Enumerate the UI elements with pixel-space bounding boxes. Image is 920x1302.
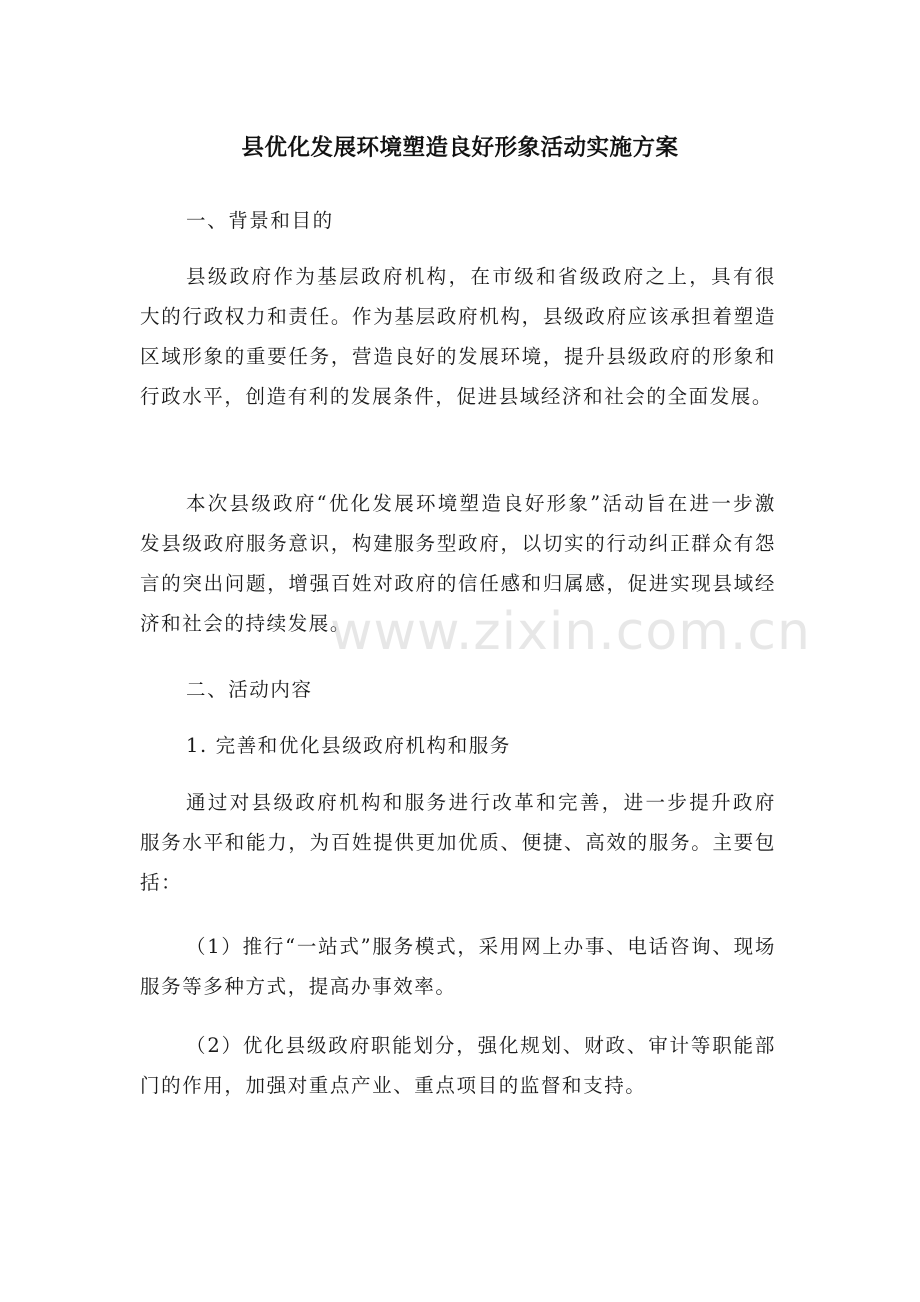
paragraph-background-1: 县级政府作为基层政府机构，在市级和省级政府之上，具有很大的行政权力和责任。作为基层政府机构，县级政府应该承担着塑造区域形象的重要任务，营造良好的发展环境，提升县级政府的形象和行政水平，创造有利的发展条件，促进县域经济和社会的全面发展。	[140, 265, 776, 408]
subheading-improve-services: 1. 完善和优化县级政府机构和服务	[186, 734, 512, 757]
list-item-optimize-functions: （2）优化县级政府职能划分，强化规划、财政、审计等职能部门的作用，加强对重点产业、重点项目的监督和支持。	[140, 1034, 776, 1097]
section-heading-activities: 二、活动内容	[186, 678, 313, 701]
paragraph-services-intro: 通过对县级政府机构和服务进行改革和完善，进一步提升政府服务水平和能力，为百姓提供更加优质、便捷、高效的服务。主要包括：	[140, 791, 776, 894]
document-title: 县优化发展环境塑造良好形象活动实施方案	[241, 135, 679, 161]
section-heading-background: 一、背景和目的	[186, 209, 334, 232]
list-item-one-stop-service: （1）推行“一站式”服务模式，采用网上办事、电话咨询、现场服务等多种方式，提高办事效率。	[140, 935, 776, 998]
watermark: www.zixin.com.cn	[330, 602, 811, 662]
paragraph-background-2: 本次县级政府“优化发展环境塑造良好形象”活动旨在进一步激发县级政府服务意识，构建服务型政府，以切实的行动纠正群众有怨言的突出问题，增强百姓对政府的信任感和归属感，促进实现县域经济和社会的持续发展。	[140, 492, 776, 635]
